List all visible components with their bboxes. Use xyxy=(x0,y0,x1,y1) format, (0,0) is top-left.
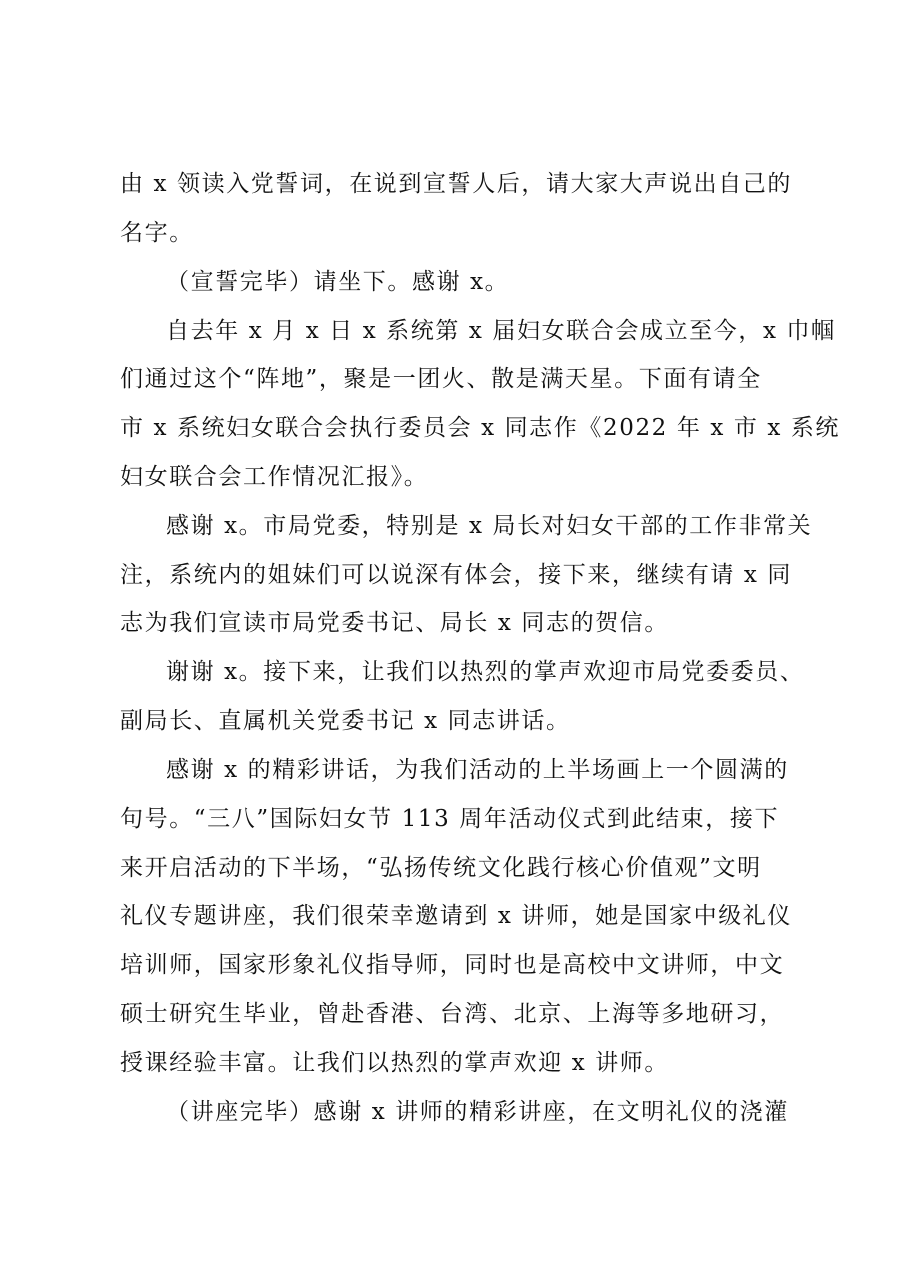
text-line: （宣誓完毕）请坐下。感谢 x。 xyxy=(166,269,510,295)
text-line: 授课经验丰富。让我们以热烈的掌声欢迎 x 讲师。 xyxy=(120,1050,669,1076)
text-line: 培训师，国家形象礼仪指导师，同时也是高校中文讲师，中文 xyxy=(120,952,785,978)
text-line: 感谢 x 的精彩讲话，为我们活动的上半场画上一个圆满的 xyxy=(166,757,789,783)
text-line: 自去年 x 月 x 日 x 系统第 x 届妇女联合会成立至今，x 巾帼 xyxy=(166,318,836,344)
text-line: 名字。 xyxy=(120,220,194,246)
text-line: 们通过这个“阵地”，聚是一团火、散是满天星。下面有请全 xyxy=(120,366,762,392)
text-line: 注，系统内的姐妹们可以说深有体会，接下来，继续有请 x 同 xyxy=(120,562,792,588)
text-line: 礼仪专题讲座，我们很荣幸邀请到 x 讲师，她是国家中级礼仪 xyxy=(120,903,792,929)
text-line: 句号。“三八”国际妇女节 113 周年活动仪式到此结束，接下 xyxy=(120,806,780,832)
text-line: （讲座完毕）感谢 x 讲师的精彩讲座，在文明礼仪的浇灌 xyxy=(166,1099,789,1125)
text-line: 市 x 系统妇女联合会执行委员会 x 同志作《2022 年 x 市 x 系统 xyxy=(120,415,841,441)
text-line: 妇女联合会工作情况汇报》。 xyxy=(120,464,429,490)
text-line: 感谢 x。市局党委，特别是 x 局长对妇女干部的工作非常关 xyxy=(166,513,813,539)
text-line: 由 x 领读入党誓词，在说到宣誓人后，请大家大声说出自己的 xyxy=(120,171,792,197)
text-line: 副局长、直属机关党委书记 x 同志讲话。 xyxy=(120,708,571,734)
text-line: 谢谢 x。接下来，让我们以热烈的掌声欢迎市局党委委员、 xyxy=(166,659,805,685)
text-line: 来开启活动的下半场，“弘扬传统文化践行核心价值观”文明 xyxy=(120,855,762,881)
text-line: 硕士研究生毕业，曾赴香港、台湾、北京、上海等多地研习， xyxy=(120,1001,785,1027)
text-line: 志为我们宣读市局党委书记、局长 x 同志的贺信。 xyxy=(120,610,669,636)
